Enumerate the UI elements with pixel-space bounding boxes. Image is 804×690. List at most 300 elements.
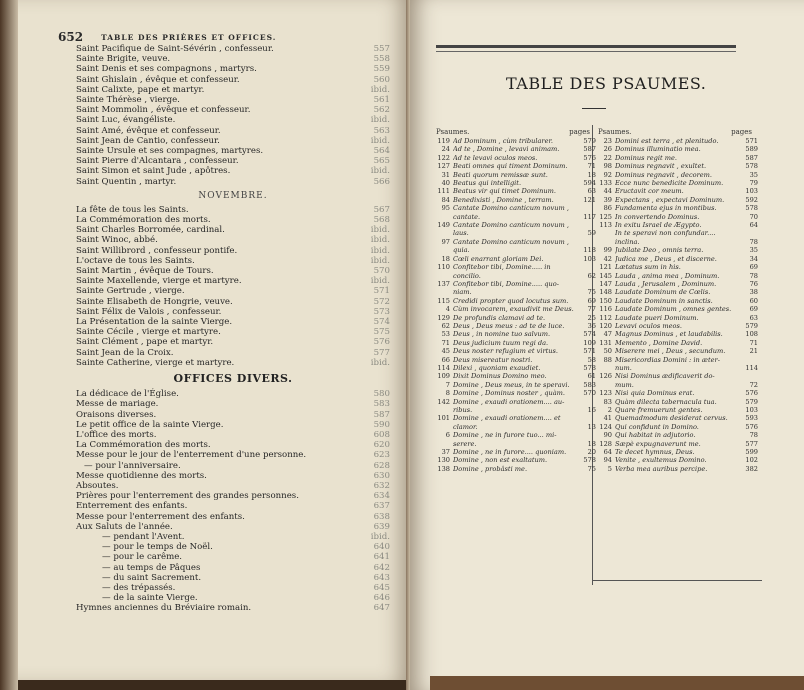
toc-entry-label: — du saint Sacrement. xyxy=(102,572,202,583)
toc-entry-label: Saint Ghislain , évêque et confesseur. xyxy=(76,74,240,85)
toc-entry xyxy=(76,177,390,187)
psalm-incipit: Lætatus sum in his. xyxy=(615,263,681,272)
toc-entry xyxy=(76,552,390,562)
toc-entry-page: ibid. xyxy=(370,84,390,95)
psalm-entry xyxy=(436,263,596,271)
psalm-number: 86 xyxy=(603,204,612,213)
psalm-incipit: Levavi oculos meos. xyxy=(615,321,682,330)
psalm-number xyxy=(436,440,450,448)
toc-entry xyxy=(76,491,390,501)
toc-entry-page: 576 xyxy=(373,337,390,348)
psalm-number: 99 xyxy=(603,246,612,255)
toc-entry-label: — au temps de Pâques xyxy=(102,562,201,573)
psalm-number: 8 xyxy=(445,389,450,398)
toc-entry-label: La Présentation de la sainte Vierge. xyxy=(76,317,233,328)
psalm-entry xyxy=(598,263,758,271)
psalm-number: 22 xyxy=(603,153,612,162)
psalm-number xyxy=(598,364,612,372)
toc-entry-page: 632 xyxy=(373,480,390,491)
psalm-entry xyxy=(436,154,596,162)
psalm-entry xyxy=(436,330,596,338)
psalm-entry xyxy=(598,372,758,380)
psalm-page: 20 xyxy=(587,448,596,457)
psalm-number: 66 xyxy=(441,355,450,364)
psalm-page: 34 xyxy=(749,254,758,263)
toc-entry xyxy=(76,358,390,368)
toc-entry-page: ibid. xyxy=(370,276,390,287)
psalm-entry xyxy=(436,431,596,439)
psalm-page: 589 xyxy=(745,145,758,154)
psalm-page: 70 xyxy=(749,212,758,221)
toc-entry xyxy=(76,246,390,256)
psalm-incipit: Dominus regit me. xyxy=(615,153,677,162)
psalm-number: 109 xyxy=(437,372,450,381)
psalm-page: 117 xyxy=(583,212,596,221)
psalm-entry xyxy=(436,398,596,406)
toc-entry-page: 558 xyxy=(373,54,390,65)
psalm-page: 79 xyxy=(749,179,758,188)
psalm-page xyxy=(578,280,596,288)
psalm-incipit: Magnus Dominus , et laudabilis. xyxy=(615,330,723,339)
psalm-number: 145 xyxy=(599,271,612,280)
toc-entry-page: 639 xyxy=(373,521,390,532)
psalm-entry xyxy=(598,322,758,330)
psalm-incipit: Dominus regnavit , exultet. xyxy=(615,162,707,171)
psalm-page: 16 xyxy=(587,406,596,414)
toc-entry-label: Messe pour l'enterrement des enfants. xyxy=(76,511,245,522)
psalm-page: 13 xyxy=(587,422,596,431)
psalm-page xyxy=(740,229,758,237)
psalm-entry xyxy=(598,204,758,212)
psalm-number: 113 xyxy=(599,221,612,230)
psalm-page: 69 xyxy=(749,263,758,272)
toc-entry-label: Hymnes anciennes du Bréviaire romain. xyxy=(76,603,252,614)
toc-entry-label: Oraisons diverses. xyxy=(76,409,157,420)
psalm-page: 78 xyxy=(749,271,758,280)
psalm-number: 142 xyxy=(437,397,450,406)
psalm-number xyxy=(598,238,612,246)
psalm-entry xyxy=(598,221,758,229)
toc-entry xyxy=(76,410,390,420)
psalm-page: 38 xyxy=(749,288,758,297)
psalm-incipit: Laudate Dominum in sanctis. xyxy=(615,296,713,305)
toc-entry xyxy=(76,146,390,156)
toc-entry-page: 638 xyxy=(373,511,390,522)
psalm-number: 148 xyxy=(599,288,612,297)
psalm-entry xyxy=(598,154,758,162)
psalm-incipit: Domine , exaudi orationem.... au- xyxy=(453,397,565,406)
toc-entry-label: Prières pour l'enterrement des grandes personnes. xyxy=(76,491,299,502)
psalm-entry xyxy=(598,162,758,170)
psalm-entry xyxy=(598,255,758,263)
toc-entry xyxy=(76,389,390,399)
toc-entry-label: — pour l'anniversaire. xyxy=(84,460,181,471)
book-edge-left xyxy=(0,0,18,690)
psalm-entry xyxy=(598,448,758,456)
psalm-entry xyxy=(598,465,758,473)
toc-entry-page: 641 xyxy=(373,552,390,563)
psalm-entry xyxy=(436,440,596,448)
psalm-page: 59 xyxy=(587,229,596,238)
psalm-entry xyxy=(436,297,596,305)
psalm-number: 128 xyxy=(599,439,612,448)
psalm-number: 24 xyxy=(441,145,450,154)
psalm-number: 119 xyxy=(437,137,450,145)
psalm-page: 103 xyxy=(583,254,596,263)
psalm-entry xyxy=(598,280,758,288)
psalm-incipit: Cùm invocarem, exaudivit me Deus. xyxy=(453,305,574,314)
psalm-page: 382 xyxy=(745,464,758,473)
psalm-list-1 xyxy=(436,137,596,473)
psalm-entry xyxy=(436,288,596,296)
toc-entry-page: 570 xyxy=(373,266,390,277)
toc-entry-label: Saint Martin , évêque de Tours. xyxy=(76,266,214,277)
entries-november xyxy=(76,205,390,368)
toc-entry xyxy=(76,266,390,276)
psalm-incipit: Misericordias Domini : in æter- xyxy=(615,355,720,364)
psalm-number xyxy=(436,406,450,414)
psalm-page: 60 xyxy=(749,296,758,305)
psalm-incipit: mum. xyxy=(615,380,634,389)
psalm-entry xyxy=(436,213,596,221)
toc-entry xyxy=(76,54,390,64)
psalm-page: 77 xyxy=(587,305,596,314)
psalm-incipit: Dominus illuminatio mea. xyxy=(615,145,701,154)
psalm-page: 71 xyxy=(749,338,758,347)
psalm-number: 83 xyxy=(603,397,612,406)
psalm-entry xyxy=(436,238,596,246)
psalm-page: 69 xyxy=(749,305,758,314)
toc-entry-label: Sainte Elisabeth de Hongrie, veuve. xyxy=(76,296,233,307)
psalm-number: 62 xyxy=(441,321,450,330)
psalm-number: 45 xyxy=(441,347,450,356)
psalm-entry xyxy=(598,213,758,221)
psalm-page: 583 xyxy=(583,380,596,389)
running-title: TABLE DES PRIÈRES ET OFFICES. xyxy=(101,33,277,42)
psalm-number: 40 xyxy=(441,179,450,188)
toc-entry-page: 559 xyxy=(373,64,390,75)
psalm-number: 149 xyxy=(437,221,450,230)
psalm-number: 123 xyxy=(599,389,612,398)
psalm-entry xyxy=(436,381,596,389)
column-end-rule xyxy=(592,580,762,581)
psalm-number: 120 xyxy=(599,321,612,330)
psalm-list-2 xyxy=(598,137,758,473)
toc-entry xyxy=(76,603,390,613)
psalm-number: 64 xyxy=(603,448,612,457)
column-header xyxy=(598,128,758,136)
psalm-incipit: Venite , exultemus Domino. xyxy=(615,456,707,465)
toc-entry-label: La Commémoration des morts. xyxy=(76,215,211,226)
psalm-number: 7 xyxy=(445,380,450,389)
psalm-page: 63 xyxy=(749,313,758,322)
psalm-page: 577 xyxy=(745,439,758,448)
psalm-number xyxy=(436,288,450,296)
toc-entry xyxy=(76,450,390,460)
psalm-number: 53 xyxy=(441,330,450,339)
psalm-number: 114 xyxy=(437,363,450,372)
psalm-number: 4 xyxy=(445,305,450,314)
toc-entry-page: 571 xyxy=(373,286,390,297)
column-header-pages: pages xyxy=(731,128,752,136)
psalm-entry xyxy=(598,238,758,246)
psalm-page: 62 xyxy=(587,271,596,280)
toc-entry-page: 630 xyxy=(373,470,390,481)
psalm-entry xyxy=(436,372,596,380)
toc-entry-label: Saint Clément , pape et martyr. xyxy=(76,337,214,348)
psalm-page: 578 xyxy=(745,162,758,171)
psalm-entry xyxy=(436,204,596,212)
toc-entry xyxy=(76,286,390,296)
psalm-entry xyxy=(598,137,758,145)
psalm-number: 97 xyxy=(441,237,450,246)
psalm-entry xyxy=(436,322,596,330)
psalm-entry xyxy=(436,305,596,313)
toc-entry-label: Aux Saluts de l'année. xyxy=(76,521,173,532)
psalm-table-title: TABLE DES PSAUMES. xyxy=(506,74,707,93)
toc-entry xyxy=(76,205,390,215)
psalm-incipit: Deus , in nomine tuo salvum. xyxy=(453,330,551,339)
toc-entry-page: 565 xyxy=(373,156,390,167)
psalm-page: 579 xyxy=(583,137,596,145)
psalm-page xyxy=(578,263,596,271)
psalm-page: 75 xyxy=(587,464,596,473)
psalm-entry xyxy=(598,364,758,372)
psalm-number: 50 xyxy=(603,347,612,356)
toc-entry-page: ibid. xyxy=(370,225,390,236)
toc-entry-page: 573 xyxy=(373,306,390,317)
toc-entry-label: — des trépassés. xyxy=(102,582,176,593)
toc-entry-label: Sainte Ursule et ses compagnes, martyres. xyxy=(76,146,264,157)
toc-entry xyxy=(76,440,390,450)
psalm-page: 18 xyxy=(587,439,596,448)
psalm-entry xyxy=(436,179,596,187)
psalm-page: 570 xyxy=(583,389,596,398)
toc-entry-label: Sainte Catherine, vierge et martyre. xyxy=(76,357,235,368)
psalm-page: 593 xyxy=(745,414,758,423)
toc-entry xyxy=(76,95,390,105)
toc-entry xyxy=(76,225,390,235)
psalm-entry xyxy=(598,330,758,338)
psalm-incipit: Qui confidunt in Domino. xyxy=(615,422,699,431)
psalm-incipit: Domine , ne in furore.... quoniam. xyxy=(453,448,567,457)
toc-entry-label: Absoutes. xyxy=(76,480,119,491)
psalm-incipit: laus. xyxy=(453,229,469,238)
toc-entry-label: Enterrement des enfants. xyxy=(76,501,188,512)
psalm-page: 118 xyxy=(583,246,596,255)
psalm-number: 41 xyxy=(603,414,612,423)
toc-entry-page: 568 xyxy=(373,215,390,226)
psalm-page: 58 xyxy=(587,355,596,364)
toc-entry-page: 577 xyxy=(373,347,390,358)
psalm-number: 98 xyxy=(603,162,612,171)
psalm-entry xyxy=(598,196,758,204)
psalm-number: 84 xyxy=(441,195,450,204)
psalm-entry xyxy=(598,305,758,313)
book-edge-bottom xyxy=(430,676,804,690)
psalm-entry xyxy=(598,456,758,464)
toc-entry-label: Saint Amé, évêque et confesseur. xyxy=(76,125,221,136)
toc-entry xyxy=(76,481,390,491)
psalm-number: 112 xyxy=(599,313,612,322)
toc-entry-page: 574 xyxy=(373,317,390,328)
page-number: 652 xyxy=(58,30,84,44)
psalm-entry xyxy=(436,187,596,195)
psalm-entry xyxy=(598,398,758,406)
toc-entry-label: Saint Denis et ses compagnons , martyrs. xyxy=(76,64,257,75)
psalm-entry xyxy=(436,456,596,464)
psalm-number: 150 xyxy=(599,296,612,305)
toc-entry-label: Saint Winoc, abbé. xyxy=(76,235,158,246)
psalm-incipit: Ad te levavi oculos meos. xyxy=(453,153,538,162)
psalm-number: 121 xyxy=(599,263,612,272)
toc-entry xyxy=(76,430,390,440)
toc-entry-page: 583 xyxy=(373,399,390,410)
psalm-incipit: Ad te , Domine , levavi animam. xyxy=(453,145,560,154)
psalm-page: 579 xyxy=(745,321,758,330)
toc-entry xyxy=(76,44,390,54)
psalm-page: 35 xyxy=(749,170,758,179)
psalm-entry xyxy=(436,246,596,254)
toc-entry-label: Sainte Gertrude , vierge. xyxy=(76,286,185,297)
psalm-incipit: Laudate Dominum de Cœlis. xyxy=(615,288,711,297)
psalm-incipit: Miserere mei , Deus , secundum. xyxy=(615,347,726,356)
toc-entry-page: 645 xyxy=(373,582,390,593)
toc-entry xyxy=(76,136,390,146)
toc-entry-label: Le petit office de la sainte Vierge. xyxy=(76,419,224,430)
psalm-number: 138 xyxy=(437,464,450,473)
toc-entry xyxy=(76,156,390,166)
psalm-incipit: Dixit Dominus Domino meo. xyxy=(453,372,547,381)
toc-entry-label: Messe pour le jour de l'enterrement d'une personne. xyxy=(76,450,307,461)
toc-entry xyxy=(76,256,390,266)
psalm-entry xyxy=(598,179,758,187)
psalm-number: 137 xyxy=(437,279,450,288)
psalm-incipit: Deus noster refugium et virtus. xyxy=(453,347,558,356)
psalm-entry xyxy=(598,406,758,414)
psalm-page xyxy=(578,221,596,229)
psalm-entry xyxy=(598,297,758,305)
toc-entry-page: 647 xyxy=(373,603,390,614)
toc-entry-label: Saint Félix de Valois , confesseur. xyxy=(76,306,222,317)
toc-entry xyxy=(76,512,390,522)
psalm-incipit: concilio. xyxy=(453,271,481,280)
psalm-incipit: Benedixisti , Domine , terram. xyxy=(453,195,554,204)
toc-entry-label: Messe de mariage. xyxy=(76,399,159,410)
psalm-page: 578 xyxy=(583,456,596,465)
column-header-psalms: Psaumes. xyxy=(436,128,470,136)
psalm-incipit: Confitebor tibi, Domine..... quo- xyxy=(453,279,559,288)
psalm-incipit: Dilexi , quoniam exaudiet. xyxy=(453,363,541,372)
section-heading-offices: OFFICES DIVERS. xyxy=(173,372,293,386)
psalm-number xyxy=(436,272,450,280)
psalm-entry xyxy=(598,381,758,389)
psalm-number: 95 xyxy=(441,204,450,213)
psalm-incipit: Laudate pueri Dominum. xyxy=(615,313,699,322)
psalm-entry xyxy=(598,423,758,431)
psalm-number: 125 xyxy=(599,212,612,221)
psalm-entry xyxy=(436,448,596,456)
toc-entry-page: 572 xyxy=(373,296,390,307)
psalm-number: 47 xyxy=(603,330,612,339)
psalm-page: 579 xyxy=(745,397,758,406)
toc-entry-page: 575 xyxy=(373,327,390,338)
psalm-page: 64 xyxy=(749,221,758,230)
psalm-page xyxy=(578,398,596,406)
psalm-incipit: Laudate Dominum , omnes gentes. xyxy=(615,305,732,314)
psalm-page xyxy=(578,238,596,246)
psalm-page: 102 xyxy=(745,456,758,465)
psalm-incipit: Domine , non est exaltatum. xyxy=(453,456,548,465)
psalm-entry xyxy=(436,137,596,145)
toc-entry-page: 564 xyxy=(373,146,390,157)
psalm-incipit: niam. xyxy=(453,288,472,297)
psalm-page: 121 xyxy=(583,195,596,204)
psalm-entry xyxy=(436,314,596,322)
psalm-incipit: Domine , ne in furore tuo... mi- xyxy=(453,431,557,440)
toc-entry xyxy=(76,420,390,430)
psalm-number: 31 xyxy=(441,170,450,179)
psalm-entry xyxy=(436,145,596,153)
psalm-entry xyxy=(436,414,596,422)
toc-entry-label: La Commémoration des morts. xyxy=(76,440,211,451)
psalm-number: 122 xyxy=(437,153,450,162)
psalm-incipit: Judica me , Deus , et discerne. xyxy=(615,254,717,263)
psalm-entry xyxy=(598,246,758,254)
toc-entry-page: ibid. xyxy=(370,357,390,368)
toc-entry-label: — pendant l'Avent. xyxy=(102,531,185,542)
toc-entry xyxy=(76,75,390,85)
toc-entry xyxy=(76,235,390,245)
toc-entry-label: Sainte Brigite, veuve. xyxy=(76,54,171,65)
psalm-entry xyxy=(598,440,758,448)
psalm-incipit: Domini est terra , et plenitudo. xyxy=(615,137,719,145)
psalm-number: 130 xyxy=(437,456,450,465)
psalm-incipit: Deus , Deus meus : ad te de luce. xyxy=(453,321,565,330)
toc-entry-label: Saint Calixte, pape et martyr. xyxy=(76,84,205,95)
psalm-number: 5 xyxy=(607,464,612,473)
psalm-page: 587 xyxy=(583,145,596,154)
toc-entry-label: Saint Quentin , martyr. xyxy=(76,176,177,187)
psalm-incipit: In te speravi non confundar.... xyxy=(615,229,716,238)
toc-entry xyxy=(76,461,390,471)
toc-entry-page: ibid. xyxy=(370,115,390,126)
psalm-page xyxy=(578,431,596,439)
toc-entry-page: 557 xyxy=(373,44,390,54)
toc-entry xyxy=(76,399,390,409)
psalm-page: 78 xyxy=(749,431,758,440)
toc-entry-page: 620 xyxy=(373,440,390,451)
section-heading-november: NOVEMBRE. xyxy=(198,190,268,201)
toc-entry-label: Saint Jean de la Croix. xyxy=(76,347,174,358)
toc-entry-page: 587 xyxy=(373,409,390,420)
psalm-entry xyxy=(436,347,596,355)
toc-entry xyxy=(76,166,390,176)
toc-entry-page: 643 xyxy=(373,572,390,583)
toc-entry xyxy=(76,85,390,95)
toc-entry-page: 560 xyxy=(373,74,390,85)
psalm-number: 42 xyxy=(603,254,612,263)
psalm-page xyxy=(740,356,758,364)
psalm-number: 129 xyxy=(437,313,450,322)
psalm-page: 571 xyxy=(745,137,758,145)
psalm-page: 103 xyxy=(745,406,758,414)
toc-entry xyxy=(76,563,390,573)
toc-entry-label: Sainte Cécile , vierge et martyre. xyxy=(76,327,221,338)
left-page-header xyxy=(58,30,308,44)
psalm-entry xyxy=(436,196,596,204)
psalm-incipit: Memento , Domine David. xyxy=(615,338,703,347)
